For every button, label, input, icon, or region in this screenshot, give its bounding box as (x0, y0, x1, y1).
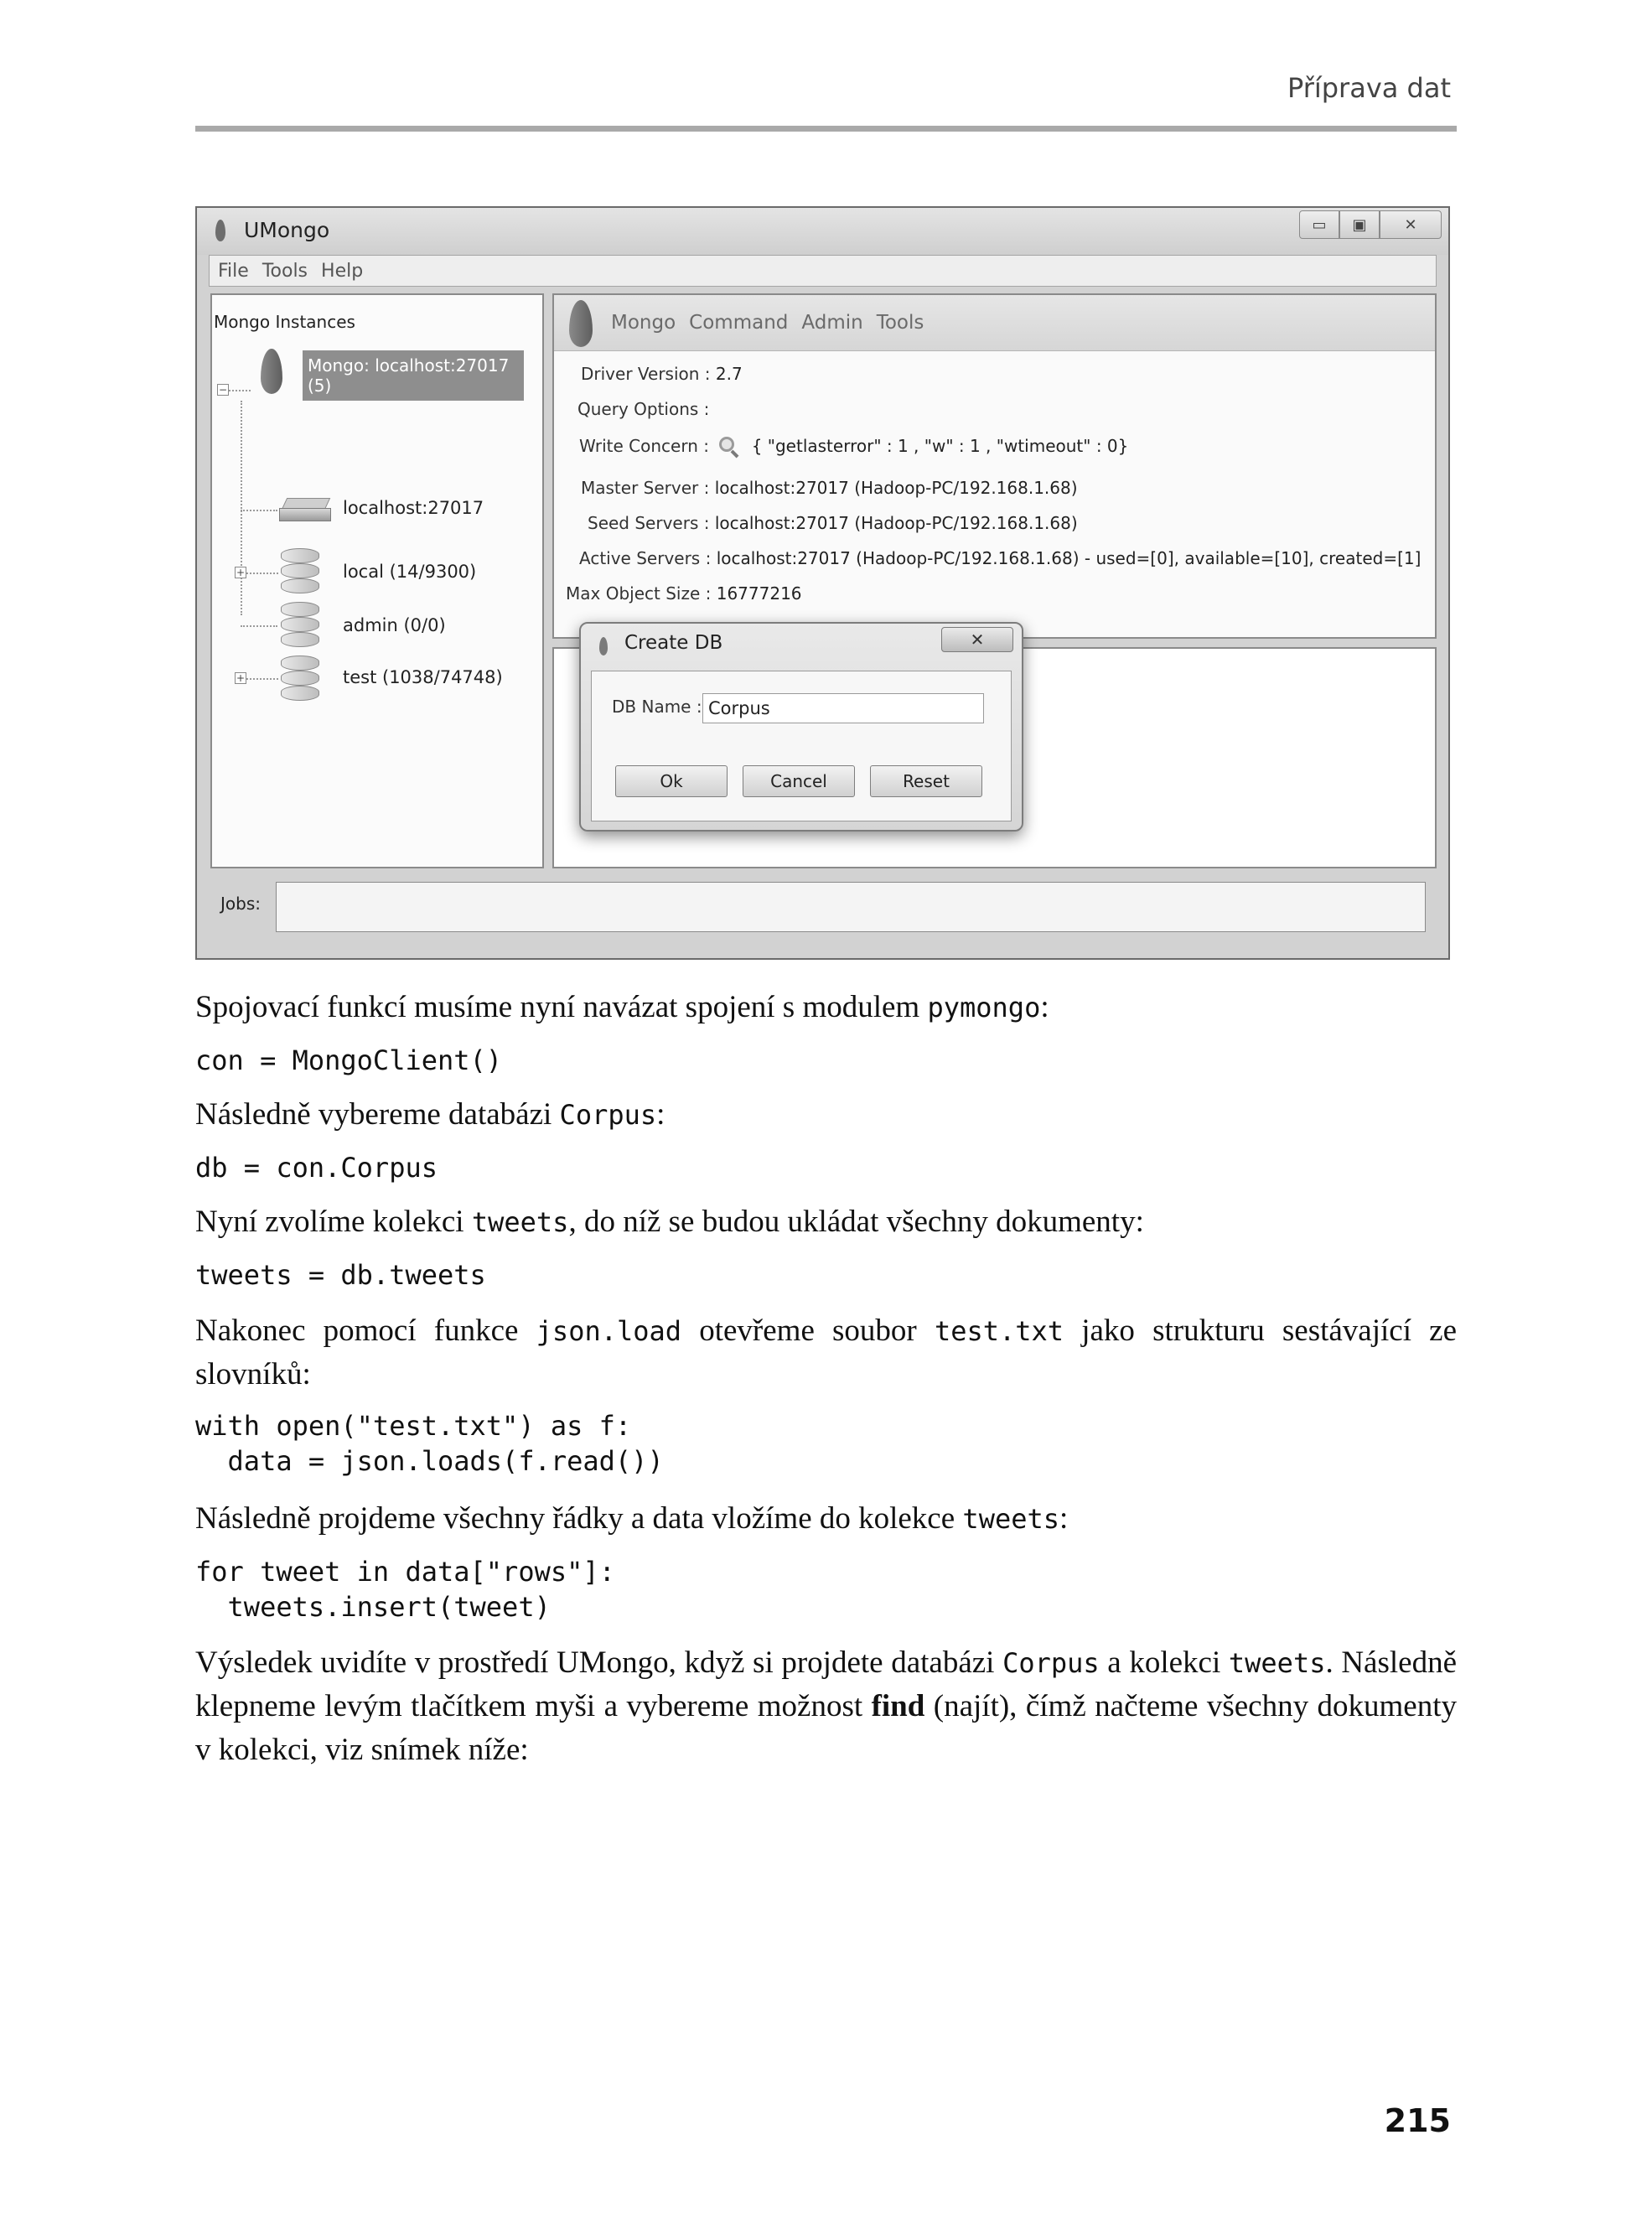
dialog-body (591, 671, 1012, 821)
panel-menu-tools[interactable]: Tools (876, 312, 924, 334)
paragraph-4 (195, 1309, 1457, 1396)
info-key: Active Servers : (579, 548, 712, 568)
text: otevřeme soubor (681, 1314, 935, 1348)
menu-tools[interactable]: Tools (262, 260, 308, 282)
text: : (1040, 990, 1049, 1024)
inline-code: Corpus (559, 1099, 657, 1131)
text: Spojovací funkcí musíme nyní navázat spojení s modulem (195, 990, 928, 1024)
text: . Následně klepneme levým tlačítkem myši a vybereme možnost (195, 1645, 1458, 1723)
server-info-panel (552, 293, 1437, 639)
running-head: Příprava dat (1287, 72, 1451, 104)
paragraph-2 (195, 1093, 1457, 1137)
info-value: 2.7 (715, 364, 743, 384)
tree-connector (241, 625, 277, 627)
text: Nakonec pomocí funkce (195, 1314, 536, 1348)
code-block-2: db = con.Corpus (195, 1152, 438, 1184)
umongo-screenshot (195, 206, 1450, 960)
text: : (1059, 1501, 1069, 1536)
text: Následně projdeme všechny řádky a data vložíme do kolekce (195, 1501, 963, 1536)
tree-node-server[interactable]: localhost:27017 (343, 498, 484, 518)
tree-connector (246, 573, 278, 574)
code-block-4: with open("test.txt") as f: data = json.loads(f.read()) (195, 1410, 664, 1477)
panel-menu-admin[interactable]: Admin (801, 312, 863, 334)
paragraph-3 (195, 1200, 1457, 1244)
tree-connector (246, 678, 278, 680)
database-icon (281, 602, 319, 649)
inline-code: Corpus (1002, 1647, 1100, 1679)
cancel-button[interactable]: Cancel (743, 765, 855, 797)
info-seed-servers (588, 513, 1078, 533)
mongo-instances-pane (210, 293, 544, 868)
tree-connector (241, 401, 242, 615)
inline-code: tweets (471, 1206, 569, 1238)
paragraph-6 (195, 1641, 1457, 1772)
info-key: Query Options : (577, 399, 710, 419)
tree-connector (241, 510, 277, 511)
db-name-label: DB Name : (612, 697, 702, 717)
info-write-concern (579, 436, 1128, 459)
bold-term: find (871, 1689, 925, 1723)
info-key: Seed Servers : (588, 513, 710, 533)
create-db-dialog (579, 622, 1023, 832)
mongo-leaf-icon (599, 637, 608, 656)
code-block-5: for tweet in data["rows"]: tweets.insert(tweet) (195, 1556, 615, 1623)
inline-code: test.txt (934, 1315, 1064, 1347)
expand-icon[interactable]: + (236, 567, 246, 578)
database-icon (281, 548, 319, 595)
info-max-object-size (566, 583, 802, 604)
info-value: 16777216 (716, 583, 802, 604)
panel-menu-command[interactable]: Command (689, 312, 789, 334)
inline-code: pymongo (927, 992, 1041, 1023)
text: , do níž se budou ukládat všechny dokumenty: (568, 1205, 1144, 1239)
text: (najít), čímž načteme všechny dokumenty v kolekci, viz snímek níže: (195, 1689, 1457, 1767)
menu-file[interactable]: File (218, 260, 249, 282)
code-block-1: con = MongoClient() (195, 1044, 503, 1076)
text: : (656, 1097, 665, 1132)
inline-code: tweets (1228, 1647, 1326, 1679)
text: Nyní zvolíme kolekci (195, 1205, 472, 1239)
window-controls (1299, 210, 1442, 239)
paragraph-1 (195, 986, 1457, 1029)
tree-node-local-db[interactable]: local (14/9300) (343, 562, 477, 582)
dialog-close-button[interactable]: ✕ (941, 627, 1013, 652)
reset-button[interactable]: Reset (870, 765, 982, 797)
ok-button[interactable]: Ok (615, 765, 728, 797)
info-value: { "getlasterror" : 1 , "w" : 1 , "wtimeout" : 0} (751, 436, 1129, 456)
info-driver-version (581, 364, 743, 384)
info-key: Max Object Size : (566, 583, 712, 604)
panel-menu-bar (554, 295, 1435, 351)
text: Následně vybereme databázi (195, 1097, 560, 1132)
info-key: Master Server : (581, 478, 710, 498)
inline-code: json.load (536, 1315, 682, 1347)
header-rule (195, 126, 1457, 132)
tree-node-admin-db[interactable]: admin (0/0) (343, 615, 446, 635)
menu-bar (209, 255, 1437, 287)
mongo-leaf-icon (261, 349, 282, 394)
close-button[interactable]: ✕ (1380, 210, 1442, 239)
page-number: 215 (1384, 2102, 1451, 2139)
inline-code: tweets (962, 1503, 1060, 1535)
maximize-button[interactable]: ▣ (1339, 210, 1380, 239)
jobs-field[interactable] (276, 882, 1426, 932)
text: Výsledek uvidíte v prostředí UMongo, když si projdete databázi (195, 1645, 1003, 1680)
text: a kolekci (1099, 1645, 1229, 1680)
info-active-servers (579, 548, 1421, 568)
tree-node-test-db[interactable]: test (1038/74748) (343, 667, 503, 687)
title-bar (197, 208, 1448, 255)
info-query-options (577, 399, 709, 419)
info-value: localhost:27017 (Hadoop-PC/192.168.1.68) - used=[0], available=[10], created=[1] (716, 548, 1422, 568)
window-title: UMongo (244, 218, 330, 242)
code-block-3: tweets = db.tweets (195, 1259, 486, 1291)
pane-label: Mongo Instances (214, 312, 355, 332)
tree-connector (229, 390, 251, 391)
dialog-title: Create DB (624, 632, 723, 654)
minimize-button[interactable]: ▭ (1299, 210, 1339, 239)
text: jako strukturu sestávající ze slovníků: (195, 1314, 1457, 1391)
jobs-label: Jobs: (220, 894, 261, 914)
database-icon (281, 656, 319, 702)
info-value: localhost:27017 (Hadoop-PC/192.168.1.68) (714, 478, 1078, 498)
paragraph-5 (195, 1497, 1457, 1541)
info-key: Write Concern : (579, 436, 709, 456)
collapse-icon[interactable]: − (218, 384, 228, 396)
tree-node-mongo-localhost[interactable]: Mongo: localhost:27017 (5) (303, 350, 524, 401)
info-key: Driver Version : (581, 364, 711, 384)
info-value: localhost:27017 (Hadoop-PC/192.168.1.68) (714, 513, 1078, 533)
server-icon (279, 498, 331, 521)
mongo-leaf-icon (569, 300, 593, 347)
menu-help[interactable]: Help (321, 260, 364, 282)
mongo-leaf-icon (215, 220, 225, 241)
expand-icon[interactable]: + (236, 672, 246, 684)
db-name-input[interactable] (702, 693, 984, 723)
magnifier-icon[interactable] (719, 437, 741, 459)
panel-menu (611, 312, 937, 334)
panel-menu-mongo[interactable]: Mongo (611, 312, 676, 334)
info-master-server (581, 478, 1078, 498)
